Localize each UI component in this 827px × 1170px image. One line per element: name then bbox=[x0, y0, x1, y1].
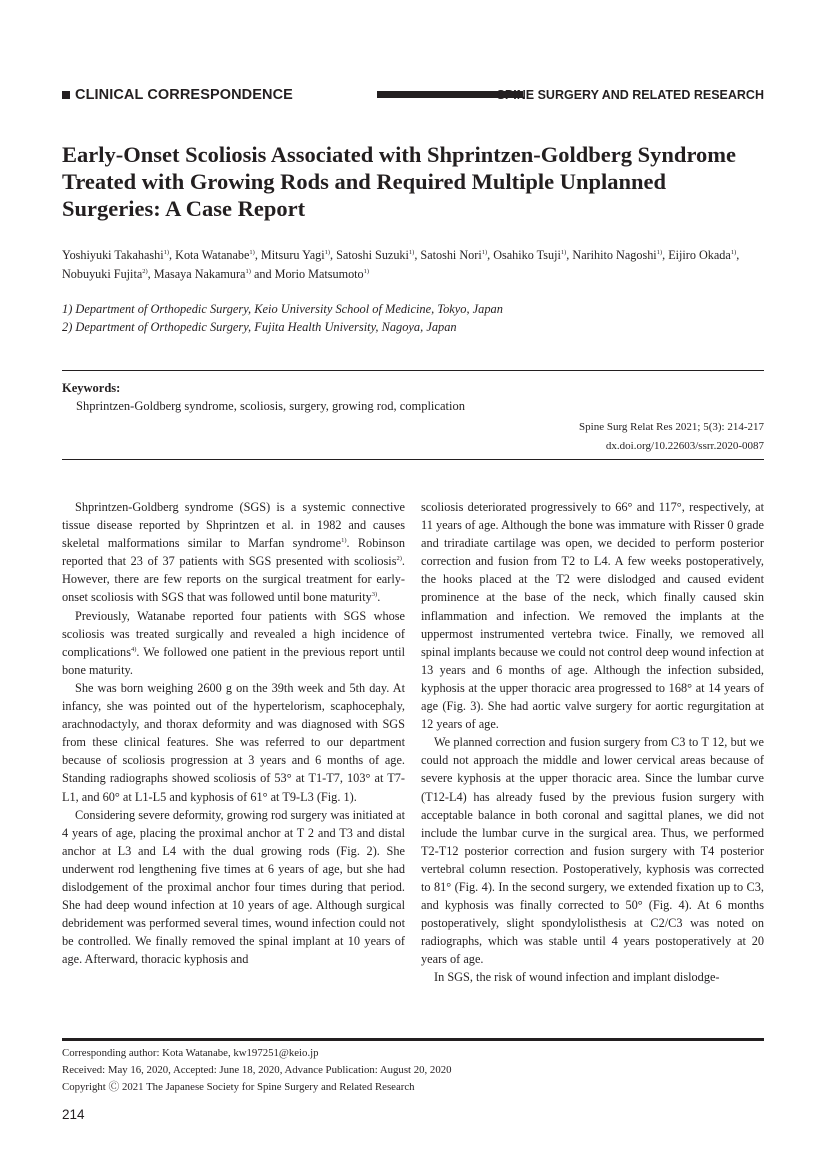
affiliation-marker: 1) bbox=[730, 249, 737, 256]
affiliation-marker: 1) bbox=[560, 249, 567, 256]
affiliation-marker: 1) bbox=[245, 268, 251, 275]
reference-marker: 1) bbox=[341, 537, 347, 545]
body-paragraph: Previously, Watanabe reported four patients with SGS whose scoliosis was treated surgically and revealed a high incidence of complications$^{4)}$. We followed one patient in the previous report until bone maturity. bbox=[62, 608, 405, 677]
author-name: Satoshi Suzuki bbox=[336, 248, 409, 262]
affiliation-marker: 1) bbox=[481, 249, 488, 256]
author-name: Narihito Nagoshi bbox=[572, 248, 657, 262]
affiliation-1: 1) Department of Orthopedic Surgery, Keio University School of Medicine, Tokyo, Japan bbox=[62, 302, 503, 316]
affiliation-marker: 1) bbox=[249, 249, 255, 256]
publication-dates: Received: May 16, 2020, Accepted: June 18, 2020, Advance Publication: August 20, 2020 bbox=[62, 1064, 452, 1076]
body-paragraph: She was born weighing 2600 g on the 39th week and 5th day. At infancy, she was pointed out of the hypertelorism, scaphocephaly, arachnodactyly, and thorax deformity and was diagnosed with SGS from these clinical features. She was referred to our department because of scoliosis progression at 3 years and 6 months of age. Standing radiographs showed scoliosis of 53° at T1-T7, 103° at T7-L1, and 60° at L1-L5 and kyphosis of 61° at T9-L3 (Fig. 1). bbox=[62, 680, 405, 804]
keywords-label: Keywords: bbox=[62, 381, 121, 395]
reference-marker: 4) bbox=[130, 645, 137, 653]
author-name: Mitsuru Yagi bbox=[260, 248, 325, 262]
reference-marker: 2) bbox=[396, 555, 402, 563]
article-type-label: CLINICAL CORRESPONDENCE bbox=[75, 87, 293, 103]
divider-top bbox=[62, 370, 764, 371]
body-column-right bbox=[421, 498, 764, 987]
body-paragraph: We planned correction and fusion surgery from C3 to T 12, but we could not approach the middle and lower cervical areas because of severe kyphosis at the upper thoracic area. Since the lumbar curve (T12-L4) has already fused by the previous fusion surgery with acceptable balance in both coronal and sagittal planes, we did not include the lumbar curve in the surgical area. Thus, we performed T2-T12 posterior correction and fusion surgery with T4 posterior vertebral column resection. Postoperatively, kyphosis was corrected to 81° (Fig. 4). In the second surgery, we extended fixation up to C3, and kyphosis was finally corrected to 50° (Fig. 4). At 6 months postoperatively, slight spondylolisthesis at C2/C3 was noted on radiographs, which was stable until 4 years postoperatively at 20 years of age. bbox=[421, 735, 764, 967]
body-paragraph: In SGS, the risk of wound infection and implant dislodge- bbox=[434, 970, 720, 985]
journal-reference: Spine Surg Relat Res 2021; 5(3): 214-217 bbox=[579, 421, 764, 433]
affiliations bbox=[62, 300, 764, 336]
author-name: Kota Watanabe bbox=[175, 248, 250, 262]
affiliation-marker: 1) bbox=[324, 249, 331, 256]
body-paragraph: Shprintzen-Goldberg syndrome (SGS) is a systemic connective tissue disease reported by Shprintzen et al. in 1982 and causes skeletal malformations similar to Marfan syndrome$^{1)}$. Robinson reported that 23 of 37 patients with SGS presented with scoliosis$^{2)}$. However, there are few reports on the surgical treatment for early-onset scoliosis with SGS that was followed until bone maturity$^{3)}$. bbox=[62, 500, 406, 605]
author-name: Eijiro Okada bbox=[668, 248, 731, 262]
affiliation-marker: 1) bbox=[363, 268, 370, 275]
author-name: Masaya Nakamura bbox=[153, 267, 246, 281]
affiliation-marker: 2) bbox=[142, 268, 148, 275]
article-title: Early-Onset Scoliosis Associated with Shprintzen-Goldberg Syndrome Treated with Growing Rods and Required Multiple Unplanned Surgeries: A Case Report bbox=[62, 142, 737, 221]
citation-block bbox=[579, 418, 764, 455]
keywords-text: Shprintzen-Goldberg syndrome, scoliosis, surgery, growing rod, complication bbox=[76, 399, 465, 413]
affiliation-marker: 1) bbox=[163, 249, 170, 256]
body-column-left bbox=[62, 498, 405, 968]
running-header bbox=[62, 86, 764, 104]
author-list: Yoshiyuki Takahashi$^{1)}$, Kota Watanabe$^{1)}$, Mitsuru Yagi$^{1)}$, Satoshi Suzuki$^{1)}$, Satoshi Nori$^{1)}$, Osahiko Tsuji$^{1)}$, Narihito Nagoshi$^{1)}$, Eijiro Okada$^{1)}$, Nobuyuki Fujita$^{2)}$, Masaya Nakamura$^{1)}$ and Morio Matsumoto$^{1)}$ bbox=[62, 248, 740, 281]
header-square-mark bbox=[62, 91, 70, 99]
author-name: Satoshi Nori bbox=[420, 248, 482, 262]
author-name: Yoshiyuki Takahashi bbox=[62, 248, 164, 262]
page-number: 214 bbox=[62, 1107, 85, 1122]
body-paragraph: Considering severe deformity, growing rod surgery was initiated at 4 years of age, placing the proximal anchor at T 2 and T3 and distal anchor at L3 and L4 with the dual growing rods (Fig. 2). She underwent rod lengthening five times at 6 years of age, but she had dislodgement of the proximal anchor four times during that period. She had deep wound infection at 10 years of age. Although surgical debridement was performed several times, wound infection could not be controlled. We finally removed the spinal implant at 10 years of age. Afterward, thoracic kyphosis and bbox=[62, 807, 405, 967]
author-name: Morio Matsumoto bbox=[274, 267, 364, 281]
author-name: Nobuyuki Fujita bbox=[62, 267, 143, 281]
footnote-block bbox=[62, 1045, 764, 1096]
journal-name-label: SPINE SURGERY AND RELATED RESEARCH bbox=[496, 88, 764, 102]
doi-link[interactable]: dx.doi.org/10.22603/ssrr.2020-0087 bbox=[605, 439, 764, 452]
divider-bottom bbox=[62, 459, 764, 460]
affiliation-marker: 1) bbox=[656, 249, 663, 256]
body-paragraph: scoliosis deteriorated progressively to 66° and 117°, respectively, at 11 years of age. Although the bone was immature with Risser 0 grade and triradiate cartilage was open, we decided to perform posterior correction and fusion from T2 to L4. A few weeks postoperatively, the hooks placed at the T2 were dislodged and caused evident prominence at the base of the neck, which finally caused skin inflammation and infection. We removed the implants at the uppermost instrumented vertebra twice. Finally, we removed all spinal implants because we could not control deep wound infection at 13 years and 6 months of age. Although the infection subsided, kyphosis at the upper thoracic area progressed to 168° at 14 years of age (Fig. 3). She had aortic valve surgery for aortic regurgitation at 12 years of age. bbox=[421, 500, 764, 732]
affiliation-marker: 1) bbox=[408, 249, 415, 256]
footer-rule bbox=[62, 1038, 764, 1041]
reference-marker: 3) bbox=[371, 591, 378, 599]
affiliation-2: 2) Department of Orthopedic Surgery, Fujita Health University, Nagoya, Japan bbox=[62, 320, 457, 334]
author-name: Osahiko Tsuji bbox=[493, 248, 561, 262]
copyright-line: Copyright Ⓒ 2021 The Japanese Society for Spine Surgery and Related Research bbox=[62, 1081, 415, 1093]
corresponding-author: Corresponding author: Kota Watanabe, kw197251@keio.jp bbox=[62, 1047, 319, 1059]
